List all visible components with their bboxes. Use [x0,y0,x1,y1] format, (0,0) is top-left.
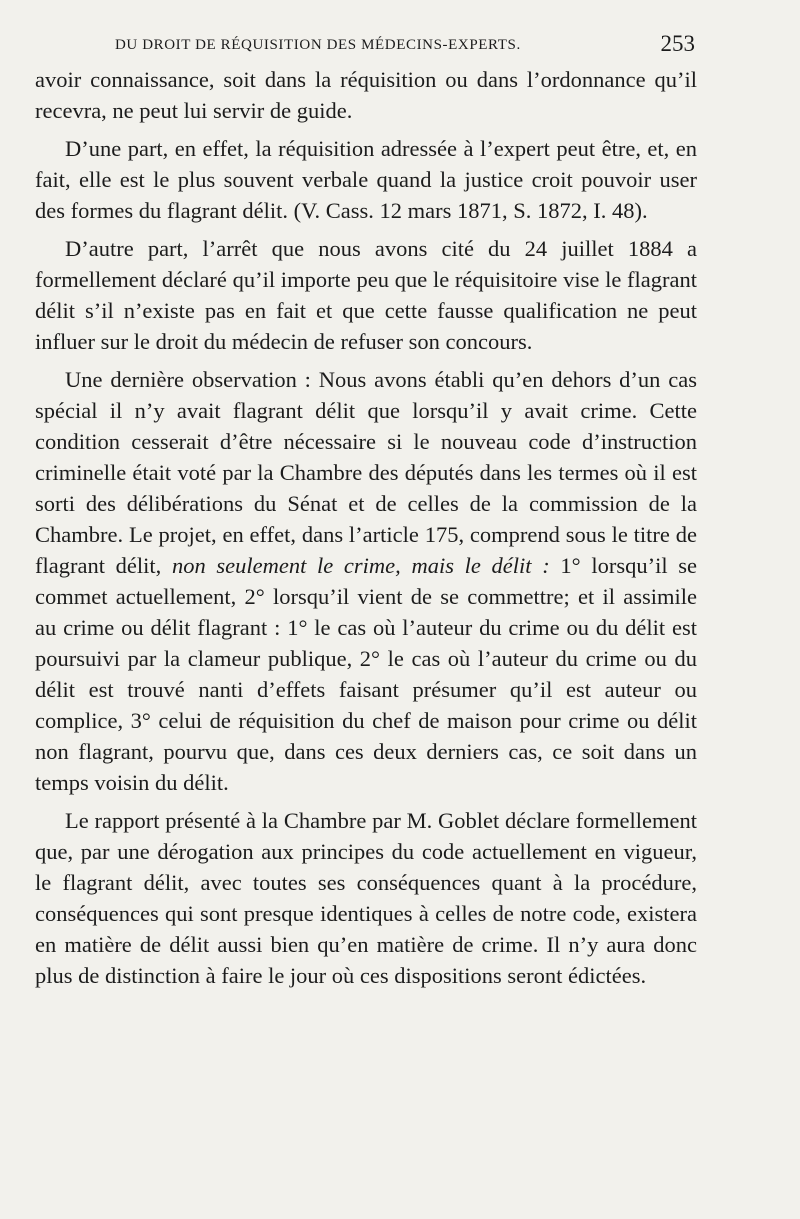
paragraph-arret-1884: D’autre part, l’arrêt que nous avons cité du 24 juillet 1884 a formellement déclaré qu’il importe peu que le réquisitoire vise le flagrant délit s’il n’existe pas en fait et que cette fausse qualification ne peut influer sur le droit du médecin de refuser son concours. [35,236,697,354]
paragraph-italic-text: non seulement le crime, mais le délit : [171,553,550,578]
paragraph-requisition-verbale: D’une part, en effet, la réquisition adressée à l’expert peut être, et, en fait, elle est le plus souvent verbale quand la justice croit pouvoir user des formes du flagrant délit. (V. Cass. 12 mars 1871, S. 1872, I. 48). [35,136,697,223]
running-head [115,33,695,59]
body-text [35,64,697,991]
page-number: 253 [660,31,695,56]
paragraph-derniere-observation [35,364,697,798]
running-title: DU DROIT DE RÉQUISITION DES MÉDECINS-EXPERTS. [115,37,521,53]
paragraph-rapport-goblet: Le rapport présenté à la Chambre par M. Goblet déclare formellement que, par une dérogation aux principes du code actuellement en vigueur, le flagrant délit, avec toutes ses conséquences quant à la procédure, conséquences qui sont presque identiques à celles de notre code, existera en matière de délit aussi bien qu’en matière de crime. Il n’y aura donc plus de distinction à faire le jour où ces dispositions seront édictées. [35,808,697,988]
paragraph-text-a: Une dernière observation : Nous avons établi qu’en dehors d’un cas spécial il n’y avait flagrant délit que lorsqu’il y avait crime. Cette condition cesserait d’être nécessaire si le nouveau code d’instruction criminelle était voté par la Chambre des députés dans les termes où il est sorti des délibérations du Sénat et de celles de la commission de la Chambre. Le projet, en effet, dans l’article 175, comprend sous le titre de flagrant délit, [35,367,697,578]
paragraph-gap [35,226,697,233]
paragraph-text-b: 1° lorsqu’il se commet actuellement, 2° lorsqu’il vient de se commettre; et il assimile au crime ou délit flagrant : 1° le cas où l’auteur du crime ou du délit est poursuivi par la clameur publique, 2° le cas où l’auteur du crime ou du délit est trouvé nanti d’effets faisant présumer qu’il est auteur ou complice, 3° celui de réquisition du chef de maison pour crime ou délit non flagrant, pourvu que, dans ces deux derniers cas, ce soit dans un temps voisin du délit. [35,553,697,795]
paragraph-gap [35,126,697,133]
paragraph-gap [35,357,697,364]
paragraph-gap [35,798,697,805]
paragraph-continuation: avoir connaissance, soit dans la réquisition ou dans l’ordonnance qu’il recevra, ne peut lui servir de guide. [35,67,697,123]
